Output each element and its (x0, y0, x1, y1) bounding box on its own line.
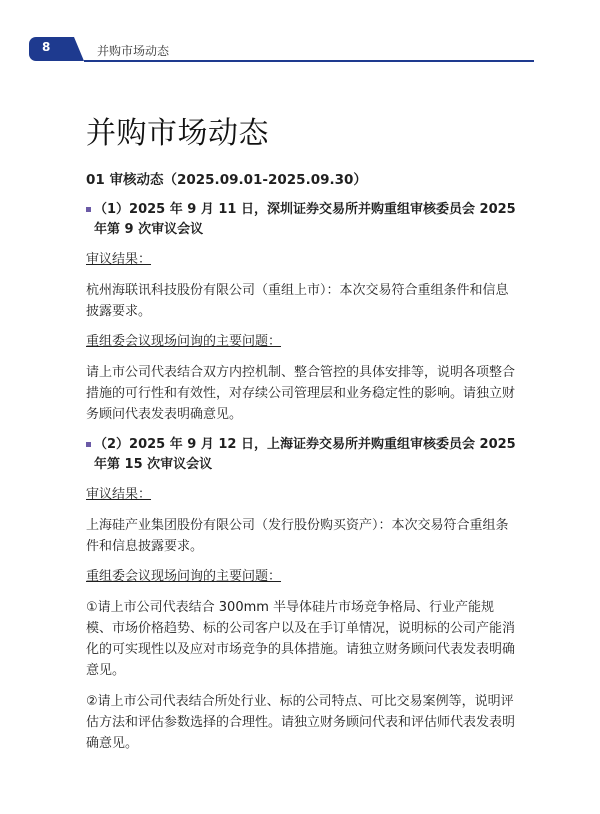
question-item: 请上市公司代表结合双方内控机制、整合管控的具体安排等，说明各项整合措施的可行性和有效性，对存续公司管理层和业务稳定性的影响。请独立财务顾问代表发表明确意见。 (86, 365, 516, 422)
square-bullet-icon (86, 442, 91, 447)
square-bullet-icon (86, 207, 91, 212)
running-header-title: 并购市场动态 (97, 44, 170, 58)
questions-label: 重组委会议现场问询的主要问题： (86, 569, 282, 584)
review-section-1 (86, 200, 518, 425)
page-number-tab (29, 37, 84, 61)
meeting-heading-text: （1）2025 年 9 月 11 日，深圳证券交易所并购重组审核委员会 2025 年第 9 次审议会议 (94, 202, 516, 237)
meeting-heading (86, 200, 518, 240)
question-item: ①请上市公司代表结合 300mm 半导体硅片市场竞争格局、行业产能规模、市场价格趋势、标的公司客户以及在手订单情况，说明标的公司产能消化的可实现性以及应对市场竞争的具体措施。请独立财务顾问代表发表明确意见。 (86, 600, 516, 678)
page-header (0, 0, 600, 66)
meeting-heading (86, 435, 518, 475)
question-item: ②请上市公司代表结合所处行业、标的公司特点、可比交易案例等，说明评估方法和评估参数选择的合理性。请独立财务顾问代表和评估师代表发表明确意见。 (86, 694, 516, 751)
header-divider (84, 60, 534, 62)
result-text: 杭州海联讯科技股份有限公司（重组上市）：本次交易符合重组条件和信息披露要求。 (86, 283, 509, 319)
result-label: 审议结果： (86, 487, 152, 502)
page-title: 并购市场动态 (86, 116, 269, 151)
page-content (86, 108, 518, 764)
questions-label: 重组委会议现场问询的主要问题： (86, 334, 282, 349)
review-section-2 (86, 435, 518, 754)
result-label: 审议结果： (86, 252, 152, 267)
result-text: 上海硅产业集团股份有限公司（发行股份购买资产）：本次交易符合重组条件和信息披露要求。 (86, 518, 509, 554)
page-number: 8 (42, 40, 51, 54)
meeting-heading-text: （2）2025 年 9 月 12 日，上海证券交易所并购重组审核委员会 2025 年第 15 次审议会议 (94, 437, 516, 472)
section-subtitle: 01 审核动态（2025.09.01-2025.09.30） (86, 172, 367, 188)
